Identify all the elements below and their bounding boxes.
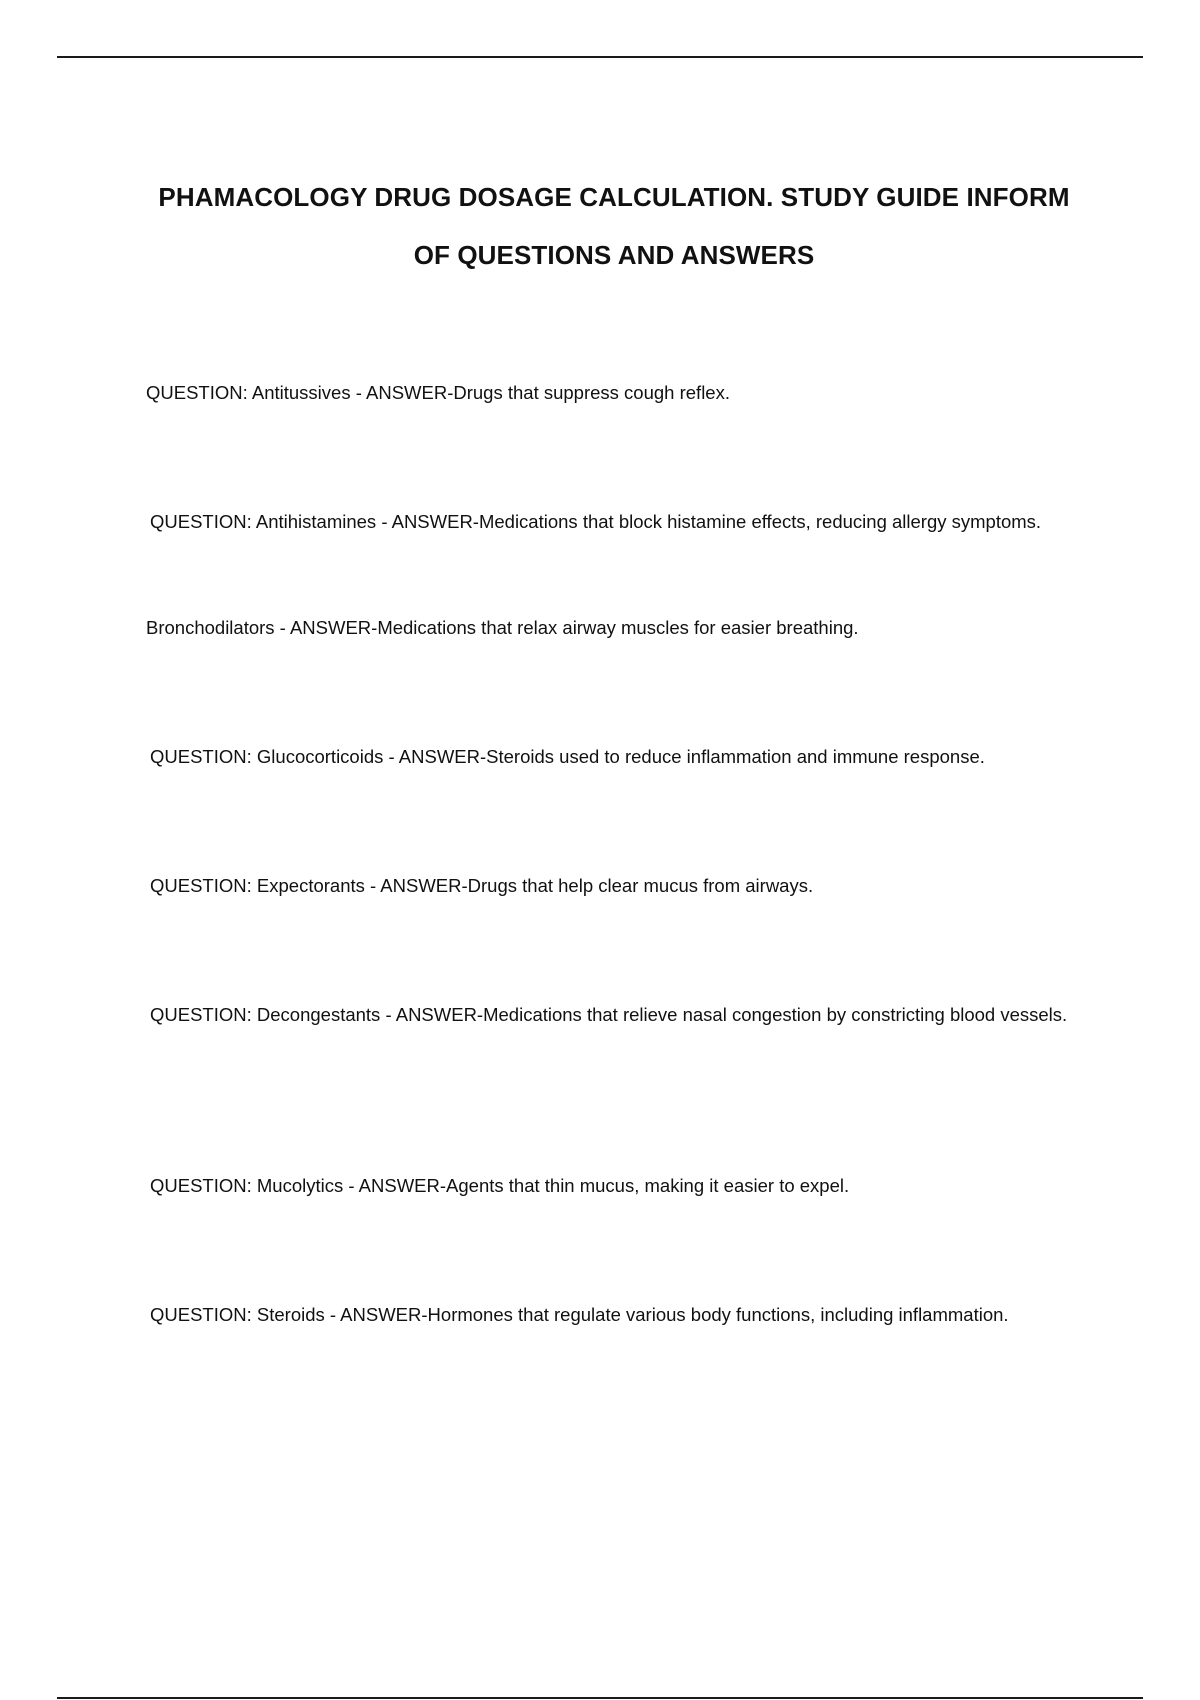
top-rule	[57, 56, 1143, 58]
qa-entry-mucolytics: QUESTION: Mucolytics - ANSWER-Agents that thin mucus, making it easier to expel.	[150, 1175, 850, 1196]
bottom-rule	[57, 1697, 1143, 1699]
title-line-2: OF QUESTIONS AND ANSWERS	[413, 240, 815, 270]
qa-entry-glucocorticoids: QUESTION: Glucocorticoids - ANSWER-Steroids used to reduce inflammation and immune response.	[150, 746, 985, 767]
title-line-1: PHAMACOLOGY DRUG DOSAGE CALCULATION. STUDY GUIDE INFORM	[158, 182, 1070, 212]
qa-entry-decongestants: QUESTION: Decongestants - ANSWER-Medications that relieve nasal congestion by constricting blood vessels.	[150, 1004, 1068, 1025]
qa-entry-bronchodilators: Bronchodilators - ANSWER-Medications that relax airway muscles for easier breathing.	[146, 617, 859, 638]
qa-entry-steroids: QUESTION: Steroids - ANSWER-Hormones that regulate various body functions, including inflammation.	[150, 1304, 1009, 1325]
qa-entry-antitussives: QUESTION: Antitussives - ANSWER-Drugs that suppress cough reflex.	[146, 382, 730, 403]
qa-entry-antihistamines: QUESTION: Antihistamines - ANSWER-Medications that block histamine effects, reducing allergy symptoms.	[150, 511, 1042, 532]
qa-entry-expectorants: QUESTION: Expectorants - ANSWER-Drugs that help clear mucus from airways.	[150, 875, 814, 896]
document-title	[120, 168, 1108, 284]
